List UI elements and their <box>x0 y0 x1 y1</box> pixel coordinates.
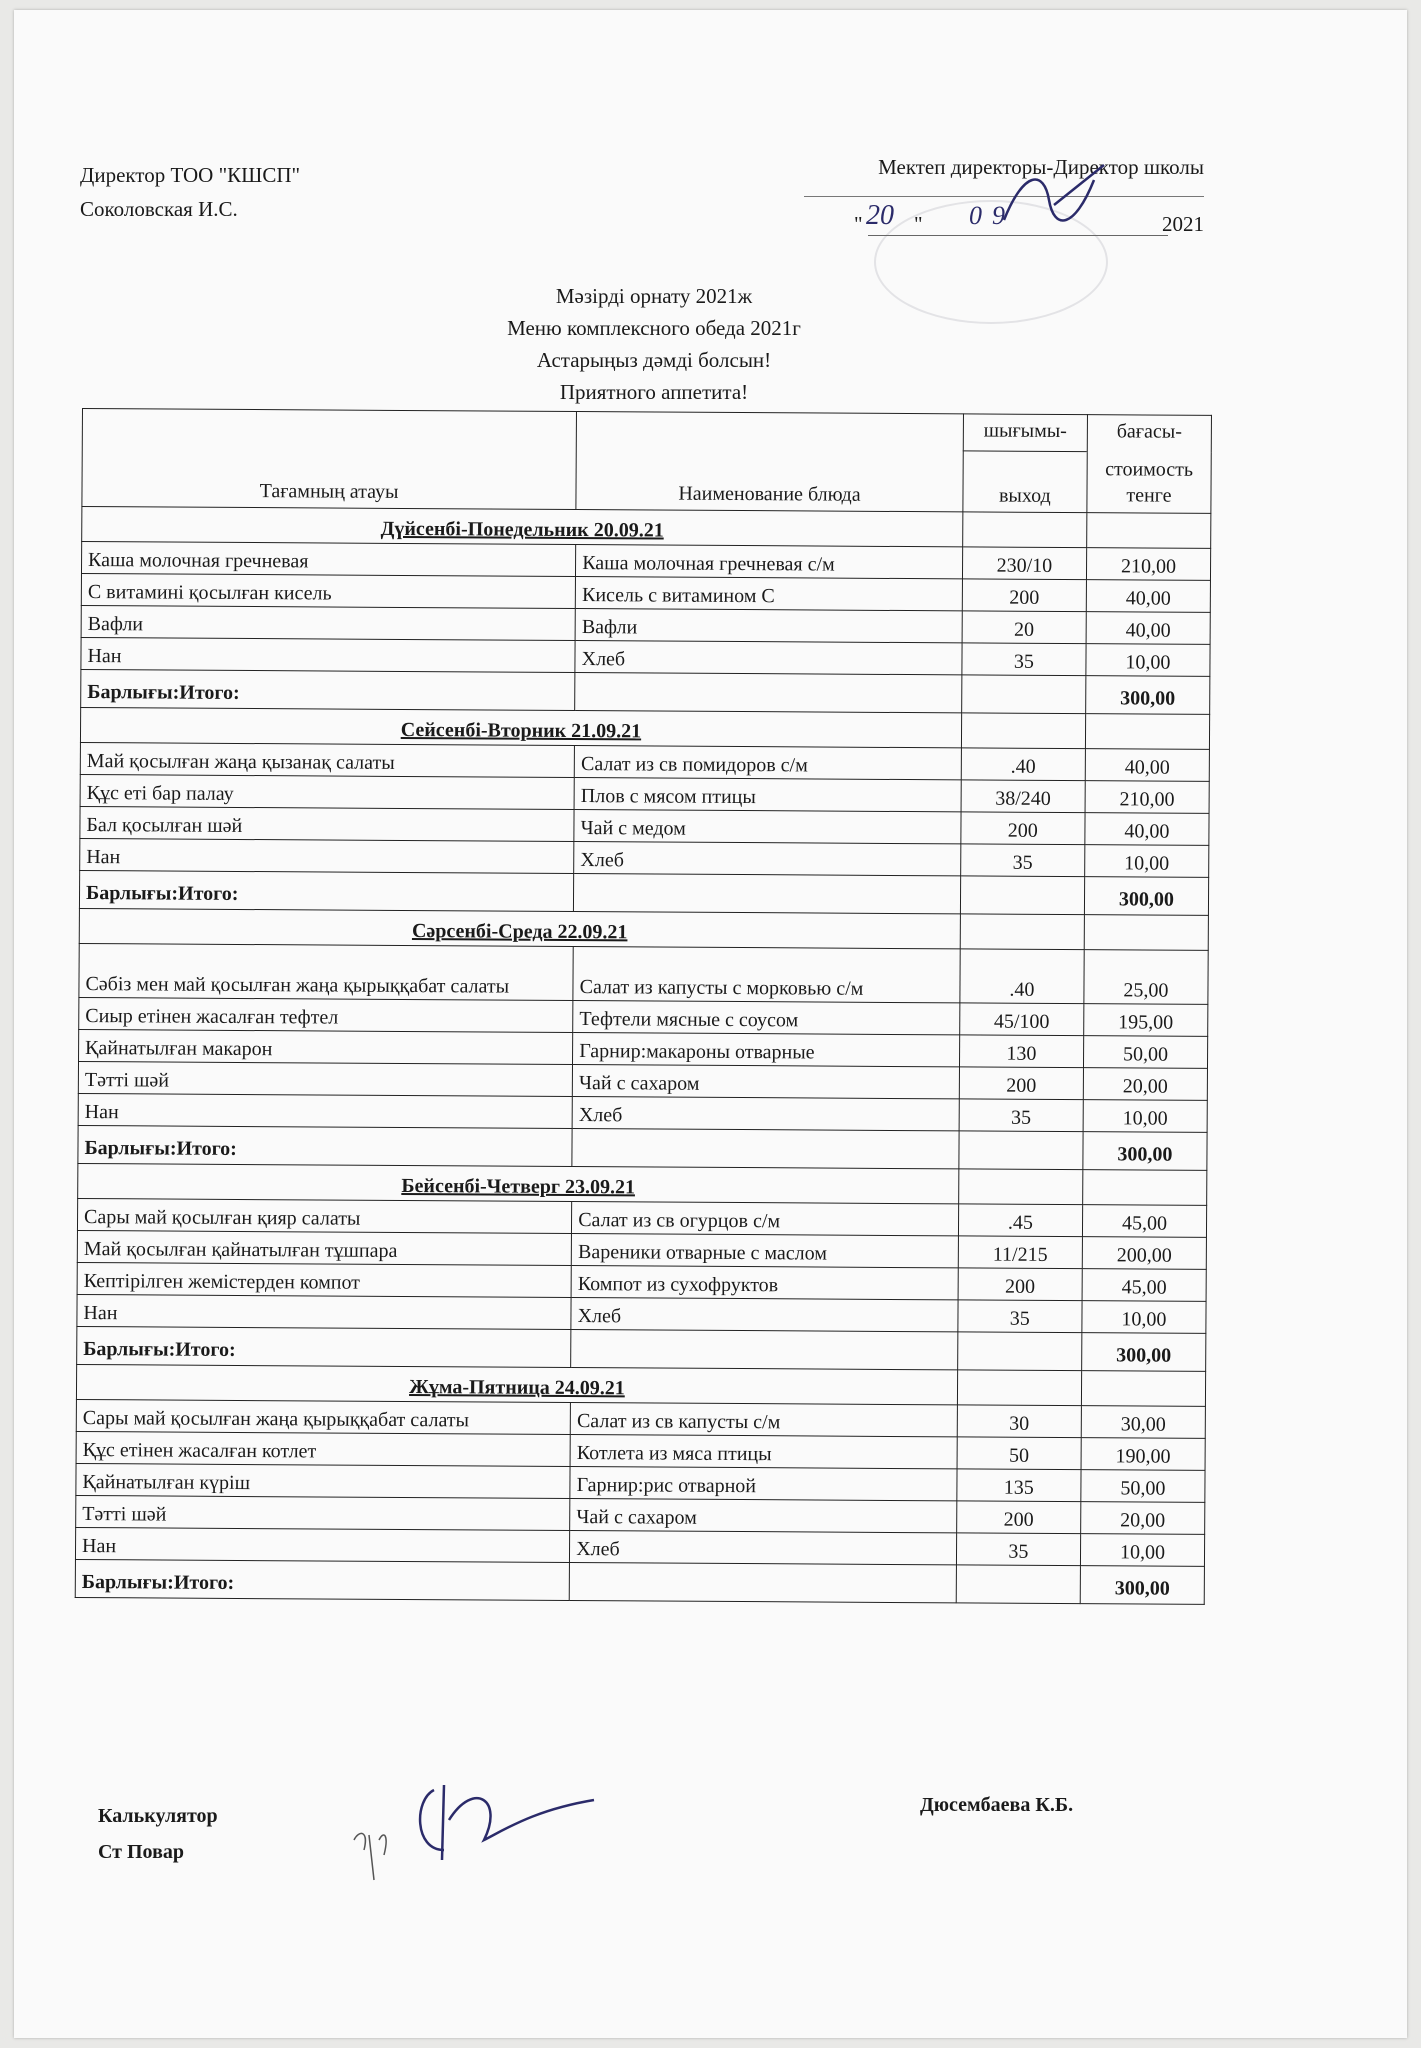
title-kz: Мәзірді орнату 2021ж <box>555 284 753 308</box>
dish-price: 10,00 <box>1086 644 1210 677</box>
col-header-name-kz: Тағамның атауы <box>82 409 577 510</box>
menu-titles <box>14 280 1294 408</box>
menu-table <box>75 408 1212 1605</box>
company-director-name: Соколовская И.С. <box>80 197 238 221</box>
dish-price: 40,00 <box>1086 612 1210 645</box>
dish-name-kz: Бал қосылған шәй <box>80 806 574 841</box>
footer-chief-cook: Ст Повар <box>98 1841 184 1863</box>
empty-cell <box>960 914 1084 950</box>
dish-name-ru: Компот из сухофруктов <box>571 1266 958 1300</box>
dish-price: 50,00 <box>1083 1036 1207 1069</box>
dish-name-ru: Салат из св помидоров с/м <box>574 746 961 780</box>
date-quote-open: " <box>854 212 863 236</box>
dish-yield: 30 <box>957 1405 1081 1438</box>
empty-cell <box>1085 714 1209 750</box>
dish-yield: .45 <box>958 1204 1082 1237</box>
dish-yield: 35 <box>962 643 1086 676</box>
dish-yield: 45/100 <box>960 1003 1084 1036</box>
total-label: Барлығы:Итого: <box>81 669 575 710</box>
dish-price: 20,00 <box>1083 1068 1207 1101</box>
dish-name-kz: Нан <box>75 1527 569 1562</box>
dish-yield: 230/10 <box>962 547 1086 580</box>
day-title: Сәрсенбі-Среда 22.09.21 <box>79 908 960 948</box>
dish-name-ru: Салат из св капусты с/м <box>570 1403 957 1437</box>
total-price: 300,00 <box>1084 877 1208 916</box>
dish-price: 45,00 <box>1082 1205 1206 1238</box>
dish-yield: 11/215 <box>958 1236 1082 1269</box>
empty-cell <box>959 1131 1083 1170</box>
dish-yield: 35 <box>956 1533 1080 1566</box>
dish-price: 45,00 <box>1082 1269 1206 1302</box>
dish-name-ru: Вареники отварные с маслом <box>571 1234 958 1268</box>
date-day: 20 <box>866 200 894 231</box>
empty-cell <box>956 1565 1080 1604</box>
dish-name-kz: С витамині қосылған кисель <box>81 573 575 608</box>
dish-yield: 20 <box>962 611 1086 644</box>
document-page <box>14 10 1407 2038</box>
total-price: 300,00 <box>1086 676 1210 715</box>
table-row <box>79 943 1208 1004</box>
dish-name-ru: Плов с мясом птицы <box>574 778 961 812</box>
dish-name-ru: Салат из св огурцов с/м <box>572 1202 959 1236</box>
title-ru: Меню комплексного обеда 2021г <box>507 316 801 340</box>
dish-yield: 38/240 <box>961 780 1085 813</box>
dish-name-kz: Кептірілген жемістерден компот <box>77 1262 571 1297</box>
total-row <box>75 1559 1204 1604</box>
empty-cell <box>1083 1170 1207 1206</box>
empty-cell <box>574 874 961 914</box>
dish-name-ru: Вафли <box>575 609 962 643</box>
empty-cell <box>569 1563 956 1603</box>
col-header-price-top: бағасы- <box>1087 415 1211 453</box>
empty-cell <box>957 1370 1081 1406</box>
dish-price: 10,00 <box>1082 1301 1206 1334</box>
dish-name-kz: Май қосылған жаңа қызанақ салаты <box>80 742 574 777</box>
empty-cell <box>963 512 1087 548</box>
col-header-yield-bottom: выход <box>963 451 1087 513</box>
dish-name-kz: Нан <box>81 637 575 672</box>
col-header-name-ru: Наименование блюда <box>576 412 963 512</box>
empty-cell <box>960 876 1084 915</box>
date-quote-close: " <box>914 212 923 236</box>
empty-cell <box>959 1169 1083 1205</box>
dish-name-ru: Каша молочная гречневая с/м <box>576 545 963 579</box>
dish-yield: 35 <box>959 1099 1083 1132</box>
dish-yield: 200 <box>957 1501 1081 1534</box>
dish-price: 195,00 <box>1084 1004 1208 1037</box>
dish-price: 10,00 <box>1083 1100 1207 1133</box>
dish-price: 25,00 <box>1084 950 1208 1005</box>
dish-yield: 35 <box>958 1300 1082 1333</box>
footer-signatory-name: Дюсембаева К.Б. <box>920 1794 1074 1816</box>
dish-price: 30,00 <box>1081 1406 1205 1439</box>
dish-yield: 200 <box>959 1067 1083 1100</box>
dish-name-kz: Сиыр етінен жасалған тефтел <box>79 997 573 1032</box>
dish-price: 210,00 <box>1085 781 1209 814</box>
dish-yield: 200 <box>962 579 1086 612</box>
date-year: 2021 <box>1162 212 1204 236</box>
dish-name-ru: Тефтели мясные с соусом <box>573 1001 960 1035</box>
dish-price: 210,00 <box>1086 548 1210 581</box>
dish-name-ru: Кисель с витамином С <box>575 577 962 611</box>
day-title: Сейсенбі-Вторник 21.09.21 <box>80 707 961 747</box>
table-header-row <box>82 409 1211 453</box>
dish-name-ru: Гарнир:макароны отварные <box>573 1033 960 1067</box>
total-price: 300,00 <box>1083 1132 1207 1171</box>
footer-calculator: Калькулятор <box>98 1805 218 1827</box>
dish-name-kz: Сары май қосылған қияр салаты <box>77 1198 571 1233</box>
greeting-ru: Приятного аппетита! <box>559 380 749 404</box>
dish-name-ru: Чай с сахаром <box>572 1065 959 1099</box>
dish-name-kz: Сары май қосылған жаңа қырыққабат салаты <box>76 1399 570 1434</box>
dish-name-kz: Май қосылған қайнатылған тұшпара <box>77 1230 571 1265</box>
empty-cell <box>572 1129 959 1169</box>
empty-cell <box>575 673 962 713</box>
dish-name-kz: Сәбіз мен май қосылған жаңа қырыққабат салаты <box>79 943 574 1000</box>
total-price: 300,00 <box>1082 1333 1206 1372</box>
greeting-kz: Астарыңыз дәмді болсын! <box>536 348 772 372</box>
dish-name-ru: Салат из капусты с морковью с/м <box>573 947 960 1003</box>
empty-cell <box>962 675 1086 714</box>
dish-name-kz: Нан <box>80 838 574 873</box>
company-director-title: Директор ТОО "КШСП" <box>80 163 301 187</box>
dish-name-kz: Құс еті бар палау <box>80 774 574 809</box>
dish-name-ru: Хлеб <box>571 1298 958 1332</box>
dish-name-kz: Нан <box>77 1294 571 1329</box>
dish-name-kz: Қайнатылған макарон <box>79 1029 573 1064</box>
dish-name-ru: Котлета из мяса птицы <box>570 1435 957 1469</box>
dish-name-ru: Хлеб <box>575 641 962 675</box>
dish-yield: .40 <box>961 748 1085 781</box>
school-director-title: Мектеп директоры-Директор школы <box>878 155 1204 179</box>
dish-name-kz: Құс етінен жасалған котлет <box>76 1431 570 1466</box>
col-header-yield-top: шығымы- <box>963 414 1087 452</box>
dish-yield: 200 <box>958 1268 1082 1301</box>
dish-yield: 135 <box>957 1469 1081 1502</box>
dish-name-ru: Чай с медом <box>574 810 961 844</box>
dish-price: 20,00 <box>1081 1502 1205 1535</box>
total-label: Барлығы:Итого: <box>78 1125 572 1166</box>
dish-price: 190,00 <box>1081 1438 1205 1471</box>
dish-name-ru: Гарнир:рис отварной <box>570 1467 957 1501</box>
dish-price: 40,00 <box>1085 813 1209 846</box>
total-price: 300,00 <box>1080 1566 1204 1605</box>
total-label: Барлығы:Итого: <box>77 1326 571 1367</box>
dish-name-kz: Вафли <box>81 605 575 640</box>
col-header-price-mid: стоимость <box>1105 458 1194 481</box>
dish-yield: 130 <box>959 1035 1083 1068</box>
dish-price: 40,00 <box>1086 580 1210 613</box>
dish-name-kz: Тәтті шәй <box>76 1495 570 1530</box>
day-title: Бейсенбі-Четверг 23.09.21 <box>78 1163 959 1203</box>
total-label: Барлығы:Итого: <box>75 1559 569 1600</box>
empty-cell <box>1081 1371 1205 1407</box>
footer-left <box>98 1798 218 1870</box>
dish-price: 10,00 <box>1085 845 1209 878</box>
empty-cell <box>571 1330 958 1370</box>
dish-price: 200,00 <box>1082 1237 1206 1270</box>
empty-cell <box>1084 915 1208 951</box>
day-title: Дүйсенбі-Понедельник 20.09.21 <box>82 507 963 547</box>
dish-yield: .40 <box>960 949 1084 1004</box>
dish-price: 50,00 <box>1081 1470 1205 1503</box>
dish-name-kz: Қайнатылған күріш <box>76 1463 570 1498</box>
date-month: 09 <box>969 201 1015 230</box>
dish-price: 40,00 <box>1085 749 1209 782</box>
dish-name-ru: Чай с сахаром <box>570 1499 957 1533</box>
col-header-price-bottom <box>1087 452 1211 514</box>
dish-name-kz: Каша молочная гречневая <box>81 542 575 577</box>
dish-yield: 35 <box>961 844 1085 877</box>
empty-cell <box>958 1332 1082 1371</box>
dish-name-ru: Хлеб <box>572 1097 959 1131</box>
director-signature <box>994 160 1114 240</box>
dish-yield: 200 <box>961 812 1085 845</box>
col-header-price-currency: тенге <box>1126 484 1172 507</box>
dish-price: 10,00 <box>1080 1534 1204 1567</box>
dish-name-kz: Тәтті шәй <box>78 1061 572 1096</box>
header-left <box>80 158 300 226</box>
cook-signature <box>334 1770 614 1890</box>
total-label: Барлығы:Итого: <box>79 870 573 911</box>
day-title: Жұма-Пятница 24.09.21 <box>76 1364 957 1404</box>
empty-cell <box>1087 513 1211 549</box>
dish-name-ru: Хлеб <box>574 842 961 876</box>
dish-name-kz: Нан <box>78 1093 572 1128</box>
dish-name-ru: Хлеб <box>570 1531 957 1565</box>
dish-yield: 50 <box>957 1437 1081 1470</box>
empty-cell <box>961 713 1085 749</box>
